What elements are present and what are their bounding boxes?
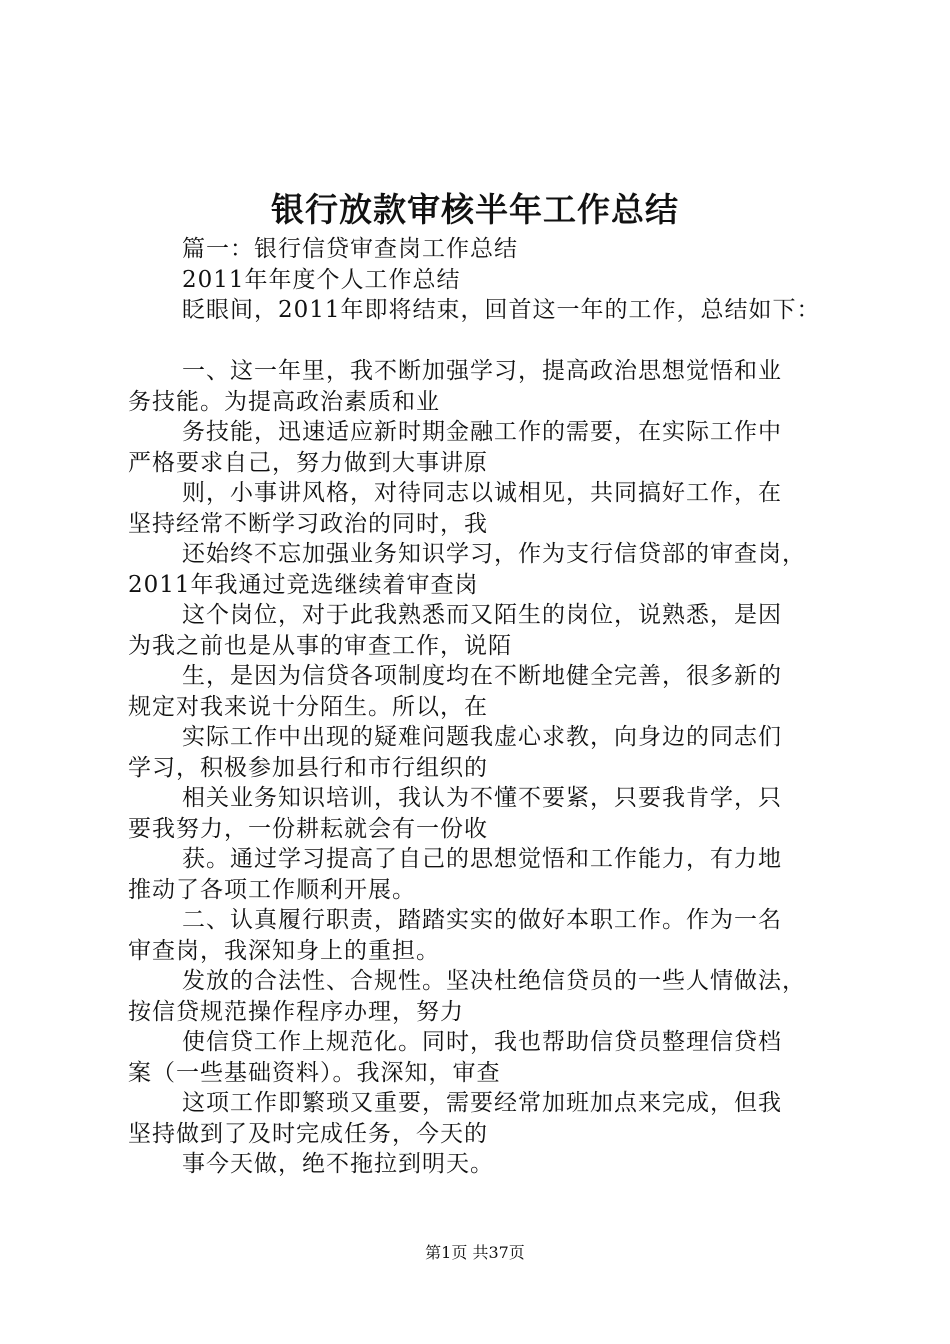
paragraph-line: 规定对我来说十分陌生。所以，在	[128, 693, 488, 720]
paragraph-line: 为我之前也是从事的审查工作，说陌	[128, 632, 512, 659]
paragraph-line: 眨眼间，2011年即将结束，回首这一年的工作，总结如下：	[182, 297, 821, 323]
subheading: 2011年年度个人工作总结	[182, 266, 461, 293]
blank-line	[128, 326, 834, 357]
paragraph-line: 一、这一年里，我不断加强学习，提高政治思想觉悟和业	[182, 358, 782, 384]
paragraph-line: 事今天做，绝不拖拉到明天。	[182, 1151, 494, 1177]
paragraph-line: 坚持经常不断学习政治的同时，我	[128, 510, 488, 537]
paragraph-line: 推动了各项工作顺利开展。	[128, 876, 416, 903]
paragraph-line: 则，小事讲风格，对待同志以诚相见，共同搞好工作，在	[182, 480, 782, 506]
paragraph-line: 获。通过学习提高了自己的思想觉悟和工作能力，有力地	[182, 846, 782, 872]
document-body	[128, 234, 834, 1180]
paragraph-line: 坚持做到了及时完成任务，今天的	[128, 1120, 488, 1147]
paragraph-line: 务技能，迅速适应新时期金融工作的需要，在实际工作中	[182, 419, 782, 445]
paragraph-line: 学习，积极参加县行和市行组织的	[128, 754, 488, 781]
paragraph-line: 审查岗，我深知身上的重担。	[128, 937, 440, 964]
paragraph-line: 使信贷工作上规范化。同时，我也帮助信贷员整理信贷档	[182, 1029, 782, 1055]
paragraph-line: 务技能。为提高政治素质和业	[128, 388, 440, 415]
paragraph-line: 实际工作中出现的疑难问题我虚心求教，向身边的同志们	[182, 724, 782, 750]
paragraph-line: 按信贷规范操作程序办理，努力	[128, 998, 464, 1025]
paragraph-line: 要我努力，一份耕耘就会有一份收	[128, 815, 488, 842]
paragraph-line: 这个岗位，对于此我熟悉而又陌生的岗位，说熟悉，是因	[182, 602, 782, 628]
paragraph-line: 严格要求自己，努力做到大事讲原	[128, 449, 488, 476]
paragraph-line: 还始终不忘加强业务知识学习，作为支行信贷部的审查岗，	[182, 541, 806, 567]
paragraph-line: 发放的合法性、合规性。坚决杜绝信贷员的一些人情做法，	[182, 968, 806, 994]
paragraph-line: 二、认真履行职责，踏踏实实的做好本职工作。作为一名	[182, 907, 782, 933]
page-footer: 第1页 共37页	[425, 1243, 525, 1262]
document-title: 银行放款审核半年工作总结	[271, 190, 679, 229]
paragraph-line: 这项工作即繁琐又重要，需要经常加班加点来完成，但我	[182, 1090, 782, 1116]
paragraph-line: 案（一些基础资料）。我深知，审查	[128, 1059, 501, 1086]
paragraph-line: 相关业务知识培训，我认为不懂不要紧，只要我肯学，只	[182, 785, 782, 811]
section-heading: 篇一：银行信贷审查岗工作总结	[182, 236, 518, 262]
paragraph-line: 2011年我通过竞选继续着审查岗	[128, 571, 479, 598]
paragraph-line: 生，是因为信贷各项制度均在不断地健全完善，很多新的	[182, 663, 782, 689]
